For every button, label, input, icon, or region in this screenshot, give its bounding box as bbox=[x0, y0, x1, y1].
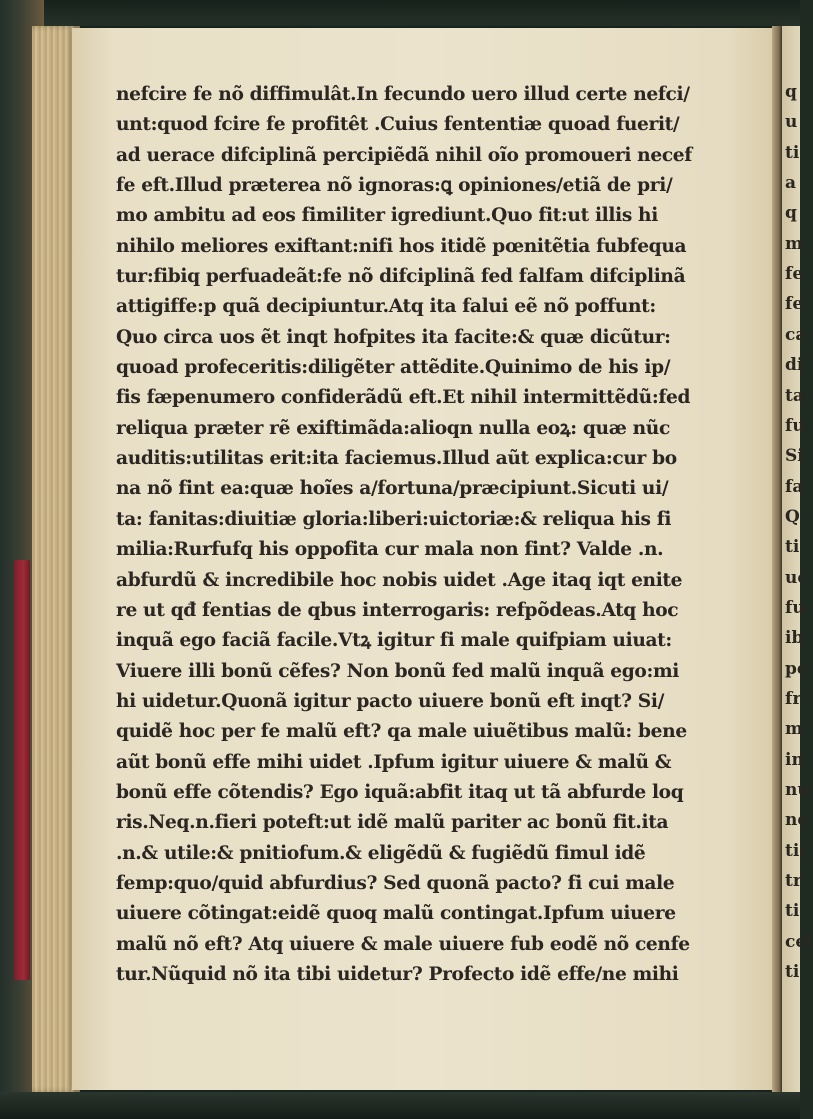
text-line: ta: fanitas:diuitiæ gloria:liberi:uictoriæ:& reliqua his fi bbox=[116, 508, 672, 530]
text-line: tur.Nũquid nõ ita tibi uidetur? Profecto idẽ effe/ne mihi bbox=[116, 963, 679, 985]
facing-page-fragment: tic bbox=[785, 840, 810, 861]
text-line: unt:quod fcire fe profitêt .Cuius fententiæ quoad fuerit/ bbox=[116, 114, 680, 136]
facing-page-fragment: fe bbox=[785, 264, 804, 285]
facing-page-fragment: Q bbox=[785, 506, 800, 527]
text-line: uiuere cõtingat:eidẽ quoq malũ contingat.Ipfum uiuere bbox=[116, 903, 676, 925]
text-line: femp:quo/quid abfurdius? Sed quonã pacto? fi cui male bbox=[116, 872, 675, 894]
facing-page-fragment: uc bbox=[785, 567, 808, 588]
facing-page-fragment: in bbox=[785, 749, 804, 770]
facing-page-fragment: m bbox=[785, 719, 803, 740]
text-line: Quo circa uos ẽt inqt hofpites ita facite:& quæ dicũtur: bbox=[116, 326, 671, 348]
text-line: hi uidetur.Quonã igitur pacto uiuere bonũ eft inqt? Si/ bbox=[116, 690, 665, 712]
gutter bbox=[772, 26, 782, 1092]
binding-bottom bbox=[0, 1092, 800, 1119]
facing-page-fragment: di bbox=[785, 355, 804, 376]
facing-page-fragment: ne bbox=[785, 810, 809, 831]
facing-page-edge bbox=[782, 26, 813, 1092]
text-line: tur:fibiq perfuadeãt:fe nõ difciplinã fed falfam difciplinã bbox=[116, 266, 686, 288]
text-line: malũ nõ eft? Atq uiuere & male uiuere fub eodẽ nõ cenfe bbox=[116, 933, 690, 955]
facing-page-fragment: ti bbox=[785, 537, 800, 558]
facing-page-fragment: fu bbox=[785, 597, 805, 618]
text-block bbox=[116, 80, 710, 990]
text-line: mo ambitu ad eos fimiliter igrediunt.Quo fit:ut illis hi bbox=[116, 205, 658, 227]
facing-page-fragment: cel bbox=[785, 931, 813, 952]
facing-page-fragment: tr bbox=[785, 871, 802, 892]
facing-page-fragment: nu bbox=[785, 780, 810, 801]
cover-red-edge bbox=[14, 560, 30, 980]
text-line: Viuere illi bonũ cẽfes? Non bonũ fed malũ inquã ego:mi bbox=[116, 660, 680, 682]
facing-page-fragment: ta bbox=[785, 385, 804, 406]
text-line: nihilo meliores exiftant:nifi hos itidẽ pœnitẽtia fubfequa bbox=[116, 235, 687, 257]
facing-page-fragment: q bbox=[785, 203, 797, 224]
text-line: nefcire fe nõ diffimulât.In fecundo uero illud certe nefci/ bbox=[116, 84, 690, 105]
facing-page-fragment: ib bbox=[785, 628, 804, 649]
facing-page-fragment: ti bbox=[785, 142, 800, 163]
facing-page-fragment: ca bbox=[785, 324, 807, 345]
text-line: re ut qđ fentias de qbus interrogaris: refpõdeas.Atq hoc bbox=[116, 599, 679, 621]
text-line: na nõ fint ea:quæ hoĩes a/fortuna/præcipiunt.Sicuti ui/ bbox=[116, 478, 669, 500]
facing-page-fragment: fa bbox=[785, 476, 804, 497]
facing-page-fragment: a bbox=[785, 173, 797, 194]
facing-page-fragment: u bbox=[785, 112, 798, 133]
text-line: reliqua præter rẽ exiftimãda:alioqn nulla eoꝝ: quæ nũc bbox=[116, 417, 670, 439]
facing-page-fragment: fu bbox=[785, 415, 805, 436]
text-line: aũt bonũ effe mihi uidet .Ipfum igitur uiuere & malũ & bbox=[116, 751, 672, 773]
facing-page-fragment: q bbox=[785, 82, 797, 102]
facing-page-fragment: fr bbox=[785, 689, 802, 709]
text-line: ris.Neq.n.fieri poteft:ut idẽ malũ pariter ac bonũ fit.ita bbox=[116, 812, 669, 834]
text-line: .n.& utile:& pnitiofum.& eligẽdũ & fugiẽdũ fimul idẽ bbox=[116, 842, 646, 864]
text-line: fe eft.Illud præterea nõ ignoras:ꝗ opiniones/etiã de pri/ bbox=[116, 175, 673, 197]
text-line: auditis:utilitas erit:ita faciemus.Illud aũt explica:cur bo bbox=[116, 448, 677, 470]
binding-top bbox=[0, 0, 800, 26]
text-line: milia:Rurfufq his oppofita cur mala non fint? Valde .n. bbox=[116, 539, 664, 561]
facing-page-fragment: m bbox=[785, 233, 803, 254]
facing-page-fragment: ti bbox=[785, 962, 800, 983]
facing-page-fragment: pe bbox=[785, 658, 808, 679]
facing-page-fragment: ti bbox=[785, 901, 800, 922]
facing-page-fragment: Si bbox=[785, 446, 804, 467]
text-line: quoad profeceritis:diligẽter attẽdite.Quinimo de his ip/ bbox=[116, 357, 671, 379]
text-line: ad uerace difciplinã percipiẽdã nihil oĩo promoueri necef bbox=[116, 144, 692, 166]
text-line: abfurdũ & incredibile hoc nobis uidet .Age itaq iqt enite bbox=[116, 569, 683, 591]
text-line: fis fæpenumero confiderãdũ eft.Et nihil intermittẽdũ:fed bbox=[116, 387, 691, 409]
text-line: attigiffe:p quã decipiuntur.Atq ita falui eẽ nõ poffunt: bbox=[116, 296, 656, 318]
facing-page-fragment: fe bbox=[785, 294, 804, 315]
text-line: inquã ego faciã facile.Vtꝝ igitur fi male quifpiam uiuat: bbox=[116, 630, 672, 652]
text-line: quidẽ hoc per fe malũ eft? qa male uiuẽtibus malũ: bene bbox=[116, 721, 687, 743]
text-line: bonũ effe cõtendis? Ego iquã:abfit itaq ut tã abfurde loq bbox=[116, 781, 684, 803]
